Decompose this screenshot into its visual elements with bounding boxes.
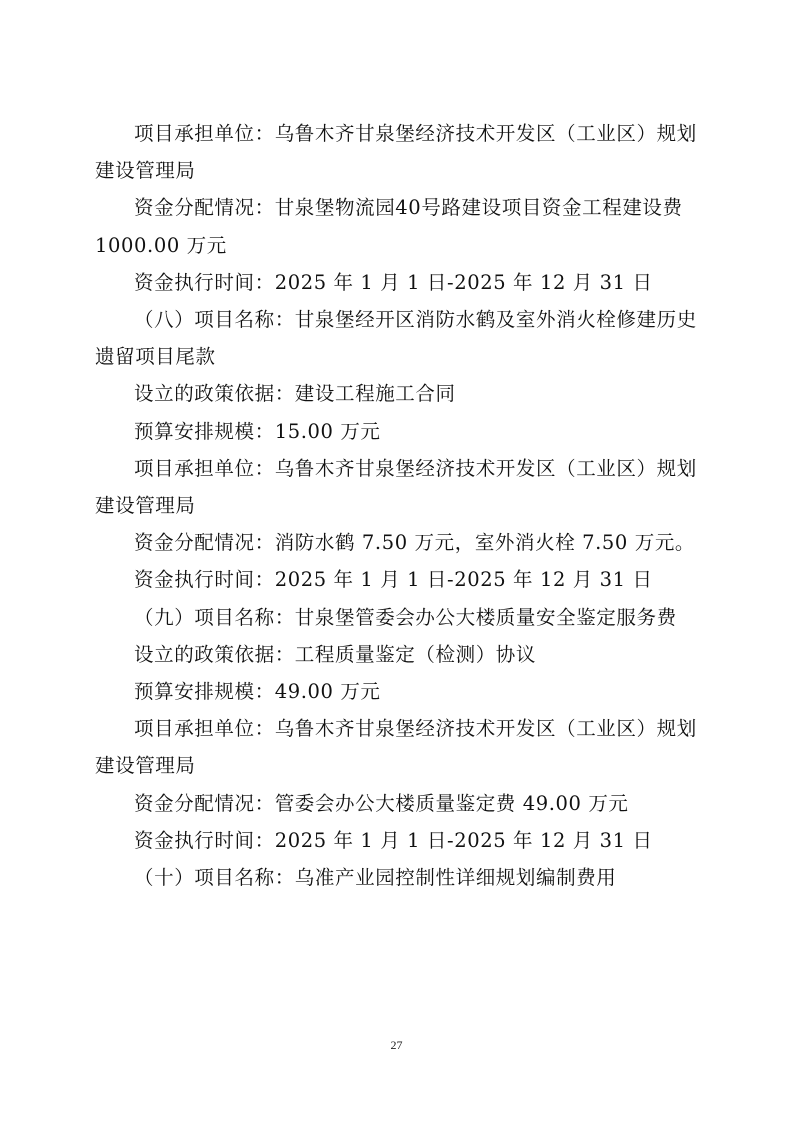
paragraph-execution-time: 资金执行时间：2025 年 1 月 1 日-2025 年 12 月 31 日 bbox=[134, 568, 653, 592]
body-text bbox=[95, 115, 700, 896]
paragraph-fund-allocation: 资金分配情况：消防水鹤 7.50 万元，室外消火栓 7.50 万元。 bbox=[134, 531, 696, 555]
paragraph-project-10-name: （十）项目名称：乌准产业园控制性详细规划编制费用 bbox=[134, 866, 617, 890]
paragraph-undertaking-unit: 项目承担单位：乌鲁木齐甘泉堡经济技术开发区（工业区）规划建设管理局 bbox=[95, 122, 697, 183]
paragraph-policy-basis: 设立的政策依据：建设工程施工合同 bbox=[134, 382, 456, 406]
paragraph-fund-allocation: 资金分配情况：甘泉堡物流园40号路建设项目资金工程建设费 1000.00 万元 bbox=[95, 196, 683, 257]
paragraph-undertaking-unit: 项目承担单位：乌鲁木齐甘泉堡经济技术开发区（工业区）规划建设管理局 bbox=[95, 456, 697, 518]
paragraph-budget-scale: 预算安排规模：15.00 万元 bbox=[134, 419, 381, 443]
paragraph-project-8-name: （八）项目名称：甘泉堡经开区消防水鹤及室外消火栓修建历史遗留项目尾款 bbox=[95, 308, 697, 369]
paragraph-project-9-name: （九）项目名称：甘泉堡管委会办公大楼质量安全鉴定服务费 bbox=[134, 605, 677, 629]
page-number: 27 bbox=[390, 1038, 403, 1052]
paragraph-budget-scale: 预算安排规模：49.00 万元 bbox=[134, 680, 381, 704]
paragraph-undertaking-unit: 项目承担单位：乌鲁木齐甘泉堡经济技术开发区（工业区）规划建设管理局 bbox=[95, 717, 697, 778]
paragraph-fund-allocation: 资金分配情况：管委会办公大楼质量鉴定费 49.00 万元 bbox=[134, 791, 629, 815]
paragraph-execution-time: 资金执行时间：2025 年 1 月 1 日-2025 年 12 月 31 日 bbox=[134, 828, 653, 852]
paragraph-policy-basis: 设立的政策依据：工程质量鉴定（检测）协议 bbox=[134, 642, 537, 666]
paragraph-execution-time: 资金执行时间：2025 年 1 月 1 日-2025 年 12 月 31 日 bbox=[134, 270, 653, 294]
